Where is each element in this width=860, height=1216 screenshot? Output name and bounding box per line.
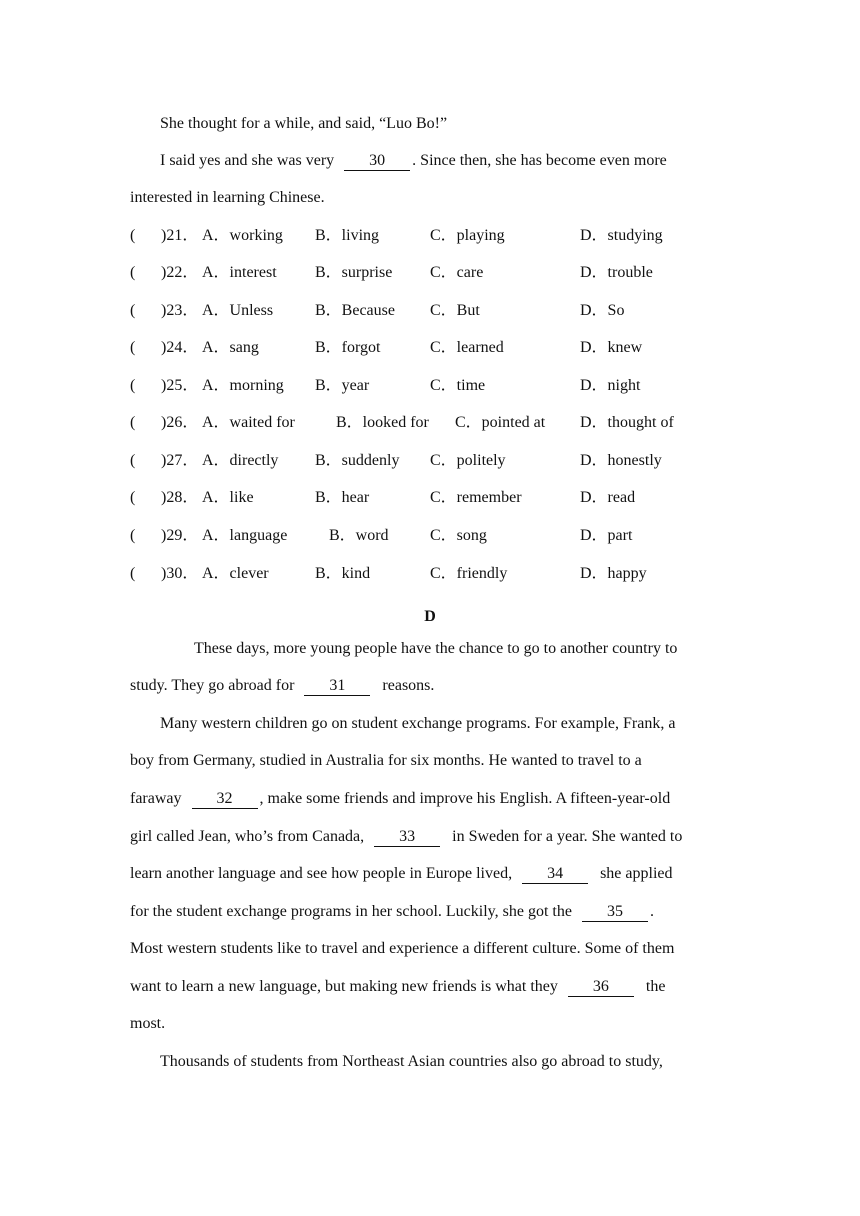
passage-line	[130, 976, 665, 998]
passage-text: girl called Jean, who’s from Canada,	[130, 828, 365, 845]
option-b: B．living	[315, 227, 380, 244]
question-row	[130, 262, 730, 284]
passage-text: boy from Germany, studied in Australia for six months. He wanted to travel to a	[130, 752, 642, 769]
question-number: )25．	[161, 377, 199, 394]
option-b: B．word	[329, 527, 389, 544]
blank-35: 35	[582, 903, 648, 922]
answer-paren: (	[130, 489, 136, 506]
option-c: C．friendly	[430, 565, 508, 582]
passage-text: interested in learning Chinese.	[130, 189, 325, 206]
passage-text: want to learn a new language, but making new friends is what they	[130, 978, 558, 995]
passage-line	[130, 1013, 165, 1035]
question-number: )21．	[161, 227, 199, 244]
answer-paren: (	[130, 414, 136, 431]
passage-line	[160, 113, 447, 135]
passage-text: Thousands of students from Northeast Asian countries also go abroad to study,	[160, 1053, 663, 1070]
option-a: A．interest	[202, 264, 277, 281]
blank-34: 34	[522, 865, 588, 884]
question-row	[130, 412, 730, 434]
passage-line	[130, 750, 642, 772]
blank-30: 30	[344, 152, 410, 171]
question-number: )24．	[161, 339, 199, 356]
option-b: B．forgot	[315, 339, 381, 356]
option-c: C．song	[430, 527, 487, 544]
question-row	[130, 375, 730, 397]
question-number: )28．	[161, 489, 199, 506]
passage-text: She thought for a while, and said, “Luo Bo!”	[160, 115, 448, 132]
option-c: C．politely	[430, 452, 506, 469]
passage-line	[130, 826, 682, 848]
option-a: A．language	[202, 527, 288, 544]
answer-paren: (	[130, 339, 136, 356]
question-row	[130, 487, 730, 509]
passage-text: learn another language and see how people in Europe lived,	[130, 865, 513, 882]
option-d: D．read	[580, 489, 636, 506]
passage-line	[130, 938, 674, 960]
blank-33: 33	[374, 828, 440, 847]
answer-paren: (	[130, 565, 136, 582]
option-b: B．suddenly	[315, 452, 400, 469]
blank-36: 36	[568, 978, 634, 997]
option-d: D．trouble	[580, 264, 653, 281]
passage-line	[130, 788, 670, 810]
passage-text: the	[645, 978, 666, 995]
option-b: B．hear	[315, 489, 370, 506]
passage-text: study. They go abroad for	[130, 677, 295, 694]
passage-text: reasons.	[382, 677, 435, 694]
question-row	[130, 525, 730, 547]
question-number: )29．	[161, 527, 199, 544]
option-a: A．waited for	[202, 414, 295, 431]
question-row	[130, 225, 730, 247]
passage-line	[160, 1051, 663, 1073]
passage-text: for the student exchange programs in her school. Luckily, she got the	[130, 903, 572, 920]
passage-text: , make some friends and improve his English. A fifteen-year-old	[259, 790, 671, 807]
option-d: D．knew	[580, 339, 643, 356]
question-row	[130, 337, 730, 359]
passage-text: .	[649, 903, 654, 920]
option-d: D．night	[580, 377, 641, 394]
question-number: )22．	[161, 264, 199, 281]
option-c: C．pointed at	[455, 414, 546, 431]
option-c: C．playing	[430, 227, 505, 244]
option-c: C．care	[430, 264, 484, 281]
option-a: A．clever	[202, 565, 269, 582]
passage-line	[130, 863, 673, 885]
passage-text: Many western children go on student exchange programs. For example, Frank, a	[160, 715, 676, 732]
passage-text: . Since then, she has become even more	[412, 152, 667, 169]
option-b: B．looked for	[336, 414, 429, 431]
passage-line	[160, 150, 667, 172]
passage-line	[194, 638, 677, 660]
passage-line	[130, 675, 434, 697]
answer-paren: (	[130, 264, 136, 281]
option-b: B．year	[315, 377, 370, 394]
option-d: D．happy	[580, 565, 647, 582]
option-d: D．thought of	[580, 414, 674, 431]
passage-text: in Sweden for a year. She wanted to	[452, 828, 683, 845]
question-row	[130, 563, 730, 585]
answer-paren: (	[130, 227, 136, 244]
question-number: )30．	[161, 565, 199, 582]
option-a: A．like	[202, 489, 254, 506]
passage-line	[130, 187, 325, 209]
passage-line	[130, 901, 654, 923]
passage-text: faraway	[130, 790, 182, 807]
question-number: )23．	[161, 302, 199, 319]
option-c: C．time	[430, 377, 486, 394]
option-c: C．But	[430, 302, 480, 319]
option-d: D．So	[580, 302, 625, 319]
option-a: A．sang	[202, 339, 259, 356]
option-d: D．part	[580, 527, 633, 544]
option-c: C．learned	[430, 339, 504, 356]
option-c: C．remember	[430, 489, 522, 506]
option-b: B．Because	[315, 302, 395, 319]
question-row	[130, 300, 730, 322]
question-number: )27．	[161, 452, 199, 469]
blank-31: 31	[304, 677, 370, 696]
option-a: A．morning	[202, 377, 284, 394]
question-row	[130, 450, 730, 472]
passage-text: These days, more young people have the chance to go to another country to	[194, 640, 678, 657]
option-a: A．directly	[202, 452, 279, 469]
passage-text: Most western students like to travel and experience a different culture. Some of them	[130, 940, 675, 957]
passage-line	[160, 713, 675, 735]
option-a: A．Unless	[202, 302, 274, 319]
passage-text: she applied	[600, 865, 673, 882]
option-d: D．studying	[580, 227, 663, 244]
passage-text: I said yes and she was very	[160, 152, 335, 169]
answer-paren: (	[130, 452, 136, 469]
answer-paren: (	[130, 302, 136, 319]
option-b: B．kind	[315, 565, 371, 582]
question-number: )26．	[161, 414, 199, 431]
blank-32: 32	[192, 790, 258, 809]
answer-paren: (	[130, 377, 136, 394]
answer-paren: (	[130, 527, 136, 544]
section-heading: D	[424, 608, 436, 625]
option-b: B．surprise	[315, 264, 393, 281]
option-a: A．working	[202, 227, 283, 244]
option-d: D．honestly	[580, 452, 662, 469]
passage-text: most.	[130, 1015, 166, 1032]
